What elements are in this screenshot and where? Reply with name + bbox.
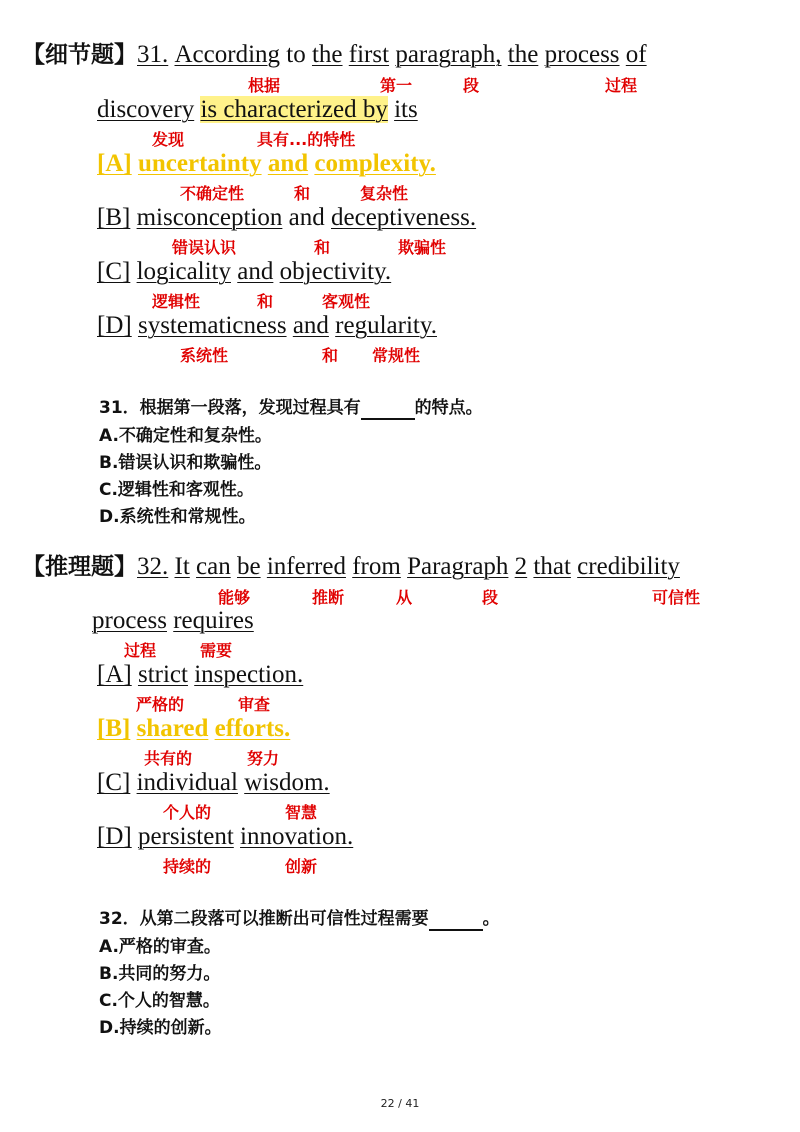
word: logicality — [136, 258, 231, 285]
word: its — [394, 96, 418, 123]
gloss: 和 — [314, 238, 331, 257]
word: systematicness — [137, 312, 287, 339]
q32-type-tag: 【推理题】 — [22, 554, 137, 580]
q32-translation-c: C.个人的智慧。 — [99, 991, 220, 1011]
word: and — [237, 258, 274, 285]
q32-option-d — [97, 822, 353, 852]
word: first — [348, 41, 390, 68]
word: strict — [137, 661, 188, 688]
option-label: [D] — [97, 312, 132, 339]
word: discovery — [97, 96, 195, 123]
gloss: 过程 — [605, 76, 638, 95]
gloss: 段 — [463, 76, 480, 95]
gloss: 创新 — [285, 857, 318, 876]
word: efforts. — [214, 715, 291, 742]
word: and — [267, 150, 309, 177]
word: requires — [173, 607, 254, 634]
gloss: 逻辑性 — [152, 292, 201, 311]
q31-translation-d: D.系统性和常规性。 — [99, 507, 256, 527]
q32-translation-b: B.共同的努力。 — [99, 964, 221, 984]
gloss: 持续的 — [163, 857, 212, 876]
gloss: 可信性 — [652, 588, 701, 607]
word: inferred — [266, 553, 346, 580]
q32-option-b — [97, 714, 290, 744]
q32-translation-d: D.持续的创新。 — [99, 1018, 222, 1038]
word: objectivity. — [279, 258, 392, 285]
gloss: 严格的 — [136, 695, 185, 714]
q31-type-tag: 【细节题】 — [22, 42, 137, 68]
gloss: 审查 — [238, 695, 271, 714]
q32-option-c — [97, 768, 330, 798]
word: can — [196, 553, 231, 580]
gloss: 第一 — [380, 76, 413, 95]
q32-stem-line2 — [92, 606, 254, 636]
word: to — [286, 41, 306, 68]
word: and — [288, 204, 325, 231]
word: It — [174, 553, 190, 580]
gloss: 个人的 — [163, 803, 212, 822]
q32-translation-stem — [99, 907, 500, 931]
q31-translation-a: A.不确定性和复杂性。 — [99, 426, 272, 446]
highlighted-phrase: is characterized by — [200, 96, 388, 123]
word: According — [174, 41, 281, 68]
word: wisdom. — [244, 769, 330, 796]
gloss: 和 — [257, 292, 274, 311]
option-label: [D] — [97, 823, 132, 850]
gloss: 错误认识 — [172, 238, 237, 257]
answer-blank — [361, 400, 415, 420]
gloss: 不确定性 — [180, 184, 245, 203]
q31-option-d — [97, 311, 437, 341]
q31-translation-b: B.错误认识和欺骗性。 — [99, 453, 272, 473]
gloss: 段 — [482, 588, 499, 607]
word: Paragraph — [407, 553, 509, 580]
word: deceptiveness. — [331, 204, 477, 231]
page-number: 22 / 41 — [380, 1097, 420, 1110]
q31-stem-line1 — [22, 40, 647, 70]
q32-number: 32. — [137, 553, 169, 580]
gloss: 从 — [396, 588, 413, 607]
q31-option-c — [97, 257, 391, 287]
gloss: 具有...的特性 — [257, 130, 356, 149]
option-label: [B] — [97, 715, 131, 742]
gloss: 推断 — [312, 588, 345, 607]
gloss: 复杂性 — [360, 184, 409, 203]
word: inspection. — [194, 661, 304, 688]
gloss: 能够 — [218, 588, 251, 607]
gloss: 智慧 — [285, 803, 318, 822]
option-label: [C] — [97, 258, 131, 285]
q31-stem-line2 — [97, 95, 418, 125]
q32-translation-a: A.严格的审查。 — [99, 937, 221, 957]
word: persistent — [137, 823, 234, 850]
word: the — [311, 41, 343, 68]
option-label: [A] — [97, 661, 132, 688]
gloss: 系统性 — [180, 346, 229, 365]
text: 32．从第二段落可以推断出可信性过程需要 — [99, 909, 429, 929]
q31-translation-c: C.逻辑性和客观性。 — [99, 480, 254, 500]
word: from — [352, 553, 401, 580]
word: misconception — [136, 204, 283, 231]
word: of — [625, 41, 647, 68]
word: process — [544, 41, 620, 68]
gloss: 和 — [294, 184, 311, 203]
q31-number: 31. — [137, 41, 169, 68]
word: 2 — [514, 553, 528, 580]
word: individual — [136, 769, 238, 796]
text: 的特点。 — [414, 398, 483, 418]
gloss: 根据 — [248, 76, 281, 95]
text: 31．根据第一段落，发现过程具有 — [99, 398, 361, 418]
word: credibility — [577, 553, 680, 580]
q32-option-a — [97, 660, 303, 690]
word: uncertainty — [137, 150, 262, 177]
word: innovation. — [240, 823, 354, 850]
text: 。 — [482, 909, 500, 929]
q31-option-b — [97, 203, 476, 233]
word: paragraph, — [395, 41, 502, 68]
q32-stem-line1 — [22, 552, 680, 582]
gloss: 和 — [322, 346, 339, 365]
word: be — [236, 553, 261, 580]
q31-translation-stem — [99, 396, 483, 420]
answer-blank — [429, 911, 483, 931]
word: that — [533, 553, 571, 580]
word: the — [507, 41, 539, 68]
gloss: 共有的 — [144, 749, 193, 768]
gloss: 努力 — [247, 749, 280, 768]
gloss: 需要 — [200, 641, 233, 660]
gloss: 发现 — [152, 130, 185, 149]
option-label: [A] — [97, 150, 132, 177]
option-label: [C] — [97, 769, 131, 796]
word: process — [92, 607, 167, 634]
word: regularity. — [335, 312, 437, 339]
gloss: 常规性 — [372, 346, 421, 365]
word: complexity. — [314, 150, 436, 177]
word: and — [292, 312, 329, 339]
option-label: [B] — [97, 204, 131, 231]
q31-option-a — [97, 149, 436, 179]
gloss: 欺骗性 — [398, 238, 447, 257]
word: shared — [136, 715, 209, 742]
gloss: 过程 — [124, 641, 157, 660]
gloss: 客观性 — [322, 292, 371, 311]
